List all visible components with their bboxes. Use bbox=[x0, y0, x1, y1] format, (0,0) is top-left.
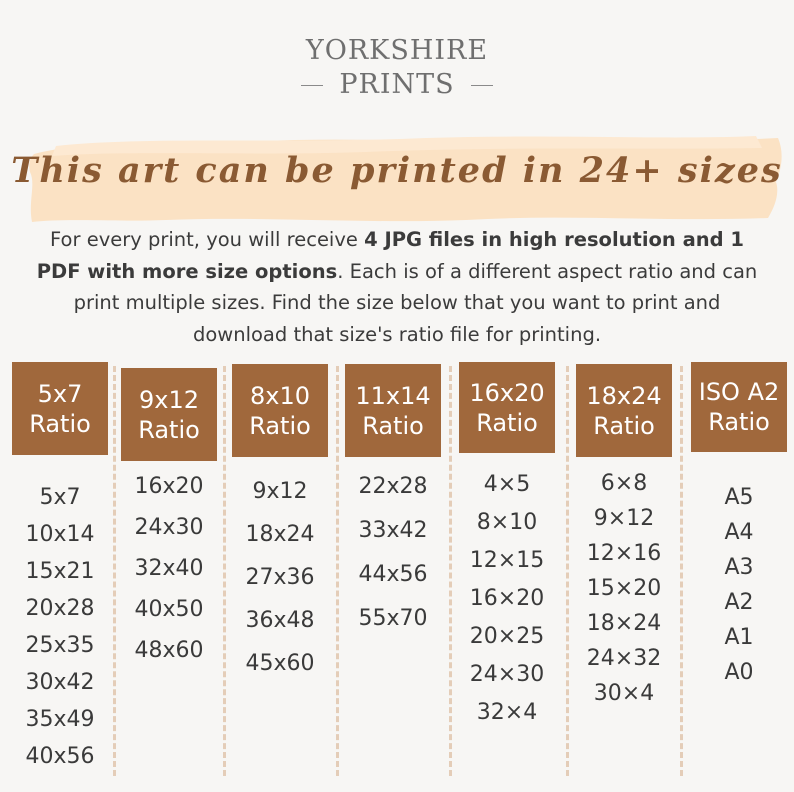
size-item: A4 bbox=[724, 520, 754, 545]
size-item: 15×20 bbox=[586, 576, 662, 601]
column-divider bbox=[336, 366, 339, 776]
ratio-header bbox=[459, 362, 555, 453]
size-item: 45x60 bbox=[245, 651, 315, 676]
size-list bbox=[12, 479, 108, 775]
size-item: 40x56 bbox=[25, 744, 95, 769]
size-item: 18x24 bbox=[245, 522, 315, 547]
ratio-header-label: Ratio bbox=[708, 408, 770, 436]
ratio-header-label: Ratio bbox=[362, 411, 424, 440]
size-item: 9x12 bbox=[252, 479, 308, 504]
ratio-column-18x24 bbox=[576, 364, 672, 711]
ratio-header-size: 9x12 bbox=[138, 385, 199, 414]
size-item: 5x7 bbox=[39, 485, 81, 510]
ratio-column-iso-a2 bbox=[691, 362, 787, 690]
size-item: 40x50 bbox=[134, 597, 204, 622]
size-item: A0 bbox=[724, 660, 754, 685]
ratio-header-label: Ratio bbox=[29, 409, 91, 438]
ratio-header bbox=[345, 364, 441, 457]
brand-line-2-text: PRINTS bbox=[339, 69, 455, 100]
intro-part-1: For every print, you will receive bbox=[50, 228, 365, 251]
size-item: 6×8 bbox=[600, 471, 648, 496]
ratio-header-label: Ratio bbox=[593, 411, 655, 440]
column-divider bbox=[223, 366, 226, 776]
size-item: 20x28 bbox=[25, 596, 95, 621]
column-divider bbox=[566, 366, 569, 776]
size-item: 18×24 bbox=[586, 611, 662, 636]
size-item: A5 bbox=[724, 485, 754, 510]
size-item: 10x14 bbox=[25, 522, 95, 547]
size-list bbox=[121, 466, 217, 671]
ratio-header bbox=[232, 364, 328, 457]
ratio-header bbox=[691, 362, 787, 452]
size-item: A1 bbox=[724, 625, 754, 650]
headline: This art can be printed in 24+ sizes bbox=[11, 150, 783, 191]
ratio-header bbox=[121, 368, 217, 461]
brand-dash-right bbox=[471, 85, 493, 86]
size-item: 22x28 bbox=[358, 474, 428, 499]
size-item: 44x56 bbox=[358, 562, 428, 587]
size-item: 55x70 bbox=[358, 606, 428, 631]
ratio-header-label: Ratio bbox=[138, 415, 200, 444]
ratio-header-label: Ratio bbox=[476, 408, 538, 437]
size-item: 33x42 bbox=[358, 518, 428, 543]
size-item: 15x21 bbox=[25, 559, 95, 584]
size-list bbox=[232, 470, 328, 685]
size-list bbox=[345, 465, 441, 641]
ratio-column-8x10 bbox=[232, 364, 328, 685]
brand-dash-left bbox=[301, 85, 323, 86]
size-item: 25x35 bbox=[25, 633, 95, 658]
size-item: 48x60 bbox=[134, 638, 204, 663]
size-item: 12×16 bbox=[586, 541, 662, 566]
size-item: 20×25 bbox=[469, 624, 545, 649]
ratio-column-9x12 bbox=[121, 368, 217, 671]
size-item: 4×5 bbox=[483, 472, 531, 497]
ratio-column-5x7 bbox=[12, 362, 108, 775]
ratio-header-size: 18x24 bbox=[586, 381, 662, 410]
size-item: 32×4 bbox=[476, 700, 538, 725]
column-divider bbox=[449, 366, 452, 776]
size-item: 24×32 bbox=[586, 646, 662, 671]
ratio-header-size: 8x10 bbox=[249, 381, 310, 410]
brand-logo bbox=[0, 34, 794, 102]
ratio-header-label: Ratio bbox=[249, 411, 311, 440]
size-item: 12×15 bbox=[469, 548, 545, 573]
size-list bbox=[691, 480, 787, 690]
ratio-header bbox=[12, 362, 108, 455]
size-item: 24x30 bbox=[134, 515, 204, 540]
intro-bold: 4 JPG files in high resolution and 1 PDF with more size options bbox=[36, 228, 744, 283]
column-divider bbox=[680, 366, 683, 776]
ratio-header-size: 5x7 bbox=[37, 379, 83, 408]
size-item: 30×4 bbox=[593, 681, 655, 706]
column-divider bbox=[113, 366, 116, 776]
size-item: 35x49 bbox=[25, 707, 95, 732]
size-list bbox=[459, 466, 555, 732]
ratio-header-size: 16x20 bbox=[469, 378, 545, 407]
ratio-header bbox=[576, 364, 672, 457]
size-item: 30x42 bbox=[25, 670, 95, 695]
intro-text bbox=[30, 224, 764, 350]
ratio-column-16x20 bbox=[459, 362, 555, 732]
size-item: A2 bbox=[724, 590, 754, 615]
size-item: 32x40 bbox=[134, 556, 204, 581]
ratio-column-11x14 bbox=[345, 364, 441, 641]
size-item: 36x48 bbox=[245, 608, 315, 633]
size-item: 24×30 bbox=[469, 662, 545, 687]
ratio-header-size: 11x14 bbox=[355, 381, 431, 410]
brand-line-2 bbox=[285, 68, 508, 102]
size-list bbox=[576, 466, 672, 711]
size-item: 27x36 bbox=[245, 565, 315, 590]
size-item: 16×20 bbox=[469, 586, 545, 611]
size-item: 9×12 bbox=[593, 506, 655, 531]
size-item: 16x20 bbox=[134, 474, 204, 499]
brand-line-1: YORKSHIRE bbox=[305, 35, 489, 66]
size-item: A3 bbox=[724, 555, 754, 580]
ratio-header-size: ISO A2 bbox=[698, 378, 780, 406]
intro-part-2: . Each is of a different aspect ratio and can print multiple sizes. Find the size below that you want to print and download that size's ratio file for printing. bbox=[73, 259, 758, 346]
size-item: 8×10 bbox=[476, 510, 538, 535]
